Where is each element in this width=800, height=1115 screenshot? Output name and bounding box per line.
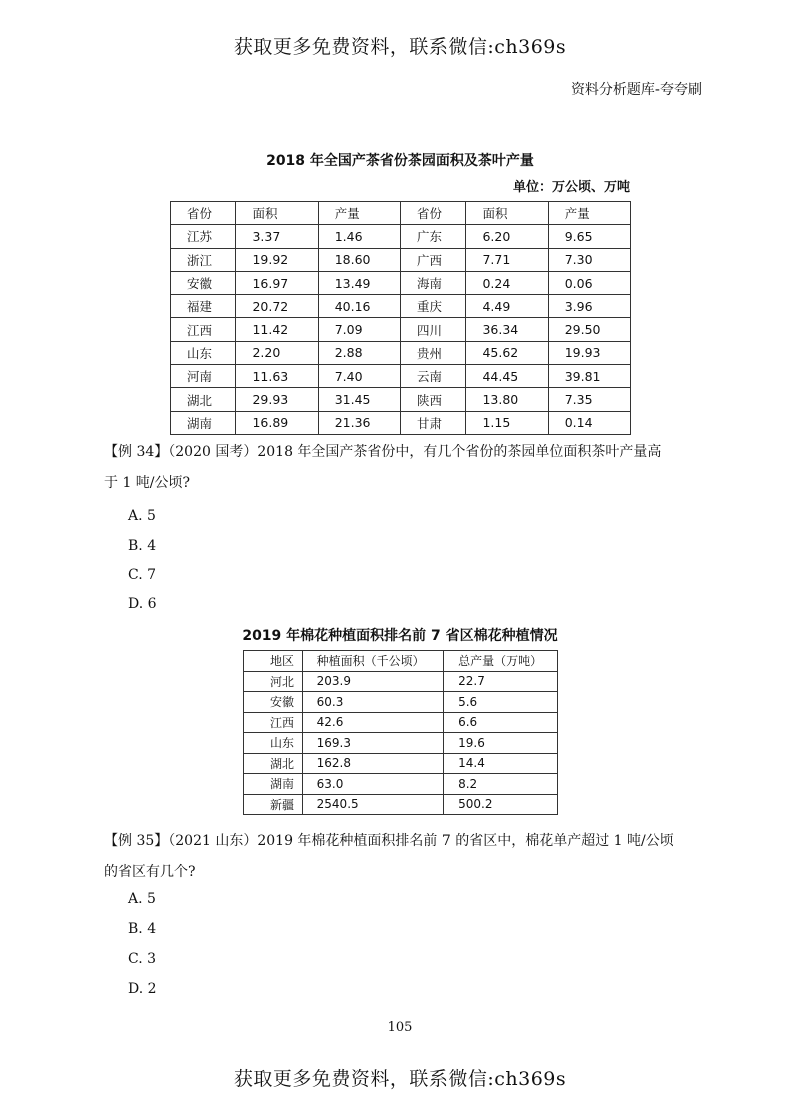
promo-banner-top: 获取更多免费资料，联系微信:ch369s: [233, 36, 567, 58]
table-cell: 新疆: [244, 794, 303, 815]
page-number: 105: [387, 1020, 413, 1035]
table-header-row: [171, 202, 631, 225]
table-row: [171, 248, 631, 271]
table-cell: 2.20: [236, 341, 318, 364]
option-b: B. 4: [128, 538, 157, 554]
table-cell: 169.3: [302, 733, 443, 754]
table-cell: 40.16: [318, 295, 400, 318]
table-row: [244, 774, 558, 795]
table-cell: 7.09: [318, 318, 400, 341]
table-cell: 广东: [400, 225, 465, 248]
table-header-cell: 省份: [400, 202, 465, 225]
table-cell: 湖北: [244, 753, 303, 774]
table-cell: 重庆: [400, 295, 465, 318]
table-header-cell: 总产量（万吨）: [444, 651, 558, 672]
table-cell: 20.72: [236, 295, 318, 318]
table-cell: 湖南: [244, 774, 303, 795]
option-d: D. 2: [128, 981, 157, 997]
table-cell: 6.20: [466, 225, 548, 248]
table-row: [244, 753, 558, 774]
table-cell: 甘肃: [400, 411, 465, 434]
table-cell: 8.2: [444, 774, 558, 795]
table-cell: 浙江: [171, 248, 236, 271]
table-row: [171, 295, 631, 318]
table-cell: 江西: [171, 318, 236, 341]
table-row: [244, 712, 558, 733]
table-header-cell: 地区: [244, 651, 303, 672]
table-cell: 19.93: [548, 341, 630, 364]
table-cell: 31.45: [318, 388, 400, 411]
table-cell: 2.88: [318, 341, 400, 364]
table-cell: 河北: [244, 671, 303, 692]
table-cell: 7.35: [548, 388, 630, 411]
table-row: [171, 271, 631, 294]
option-d: D. 6: [128, 596, 157, 612]
table-cell: 江西: [244, 712, 303, 733]
table-header-cell: 省份: [171, 202, 236, 225]
table-cell: 云南: [400, 365, 465, 388]
table-cell: 13.80: [466, 388, 548, 411]
table-row: [244, 671, 558, 692]
table2-title: 2019 年棉花种植面积排名前 7 省区棉花种植情况: [242, 628, 558, 644]
table-row: [171, 365, 631, 388]
question-35: [104, 826, 714, 888]
table-cell: 湖北: [171, 388, 236, 411]
table-cell: 29.93: [236, 388, 318, 411]
question-34: [104, 437, 714, 499]
table-cell: 22.7: [444, 671, 558, 692]
option-a: A. 5: [128, 891, 156, 907]
table-cell: 21.36: [318, 411, 400, 434]
table-cell: 4.49: [466, 295, 548, 318]
table-cell: 安徽: [171, 271, 236, 294]
table-cell: 19.92: [236, 248, 318, 271]
table-cell: 7.71: [466, 248, 548, 271]
table-cell: 山东: [171, 341, 236, 364]
table-cell: 安徽: [244, 692, 303, 713]
table-cell: 44.45: [466, 365, 548, 388]
table-cell: 16.97: [236, 271, 318, 294]
table-cell: 18.60: [318, 248, 400, 271]
table-cell: 贵州: [400, 341, 465, 364]
table-cell: 1.46: [318, 225, 400, 248]
table-cell: 2540.5: [302, 794, 443, 815]
option-c: C. 3: [128, 951, 157, 967]
table-cell: 3.37: [236, 225, 318, 248]
option-a: A. 5: [128, 508, 156, 524]
question-text: 的省区有几个?: [104, 864, 196, 880]
table-cell: 海南: [400, 271, 465, 294]
table-cell: 11.42: [236, 318, 318, 341]
cotton-table: [243, 650, 558, 815]
table-cell: 39.81: [548, 365, 630, 388]
tea-table: [170, 201, 631, 435]
table-cell: 500.2: [444, 794, 558, 815]
table-cell: 29.50: [548, 318, 630, 341]
table-header-cell: 面积: [236, 202, 318, 225]
table-cell: 福建: [171, 295, 236, 318]
promo-banner-bottom: 获取更多免费资料，联系微信:ch369s: [233, 1068, 567, 1090]
table-cell: 11.63: [236, 365, 318, 388]
table-cell: 19.6: [444, 733, 558, 754]
table-row: [244, 794, 558, 815]
table-cell: 0.24: [466, 271, 548, 294]
table-cell: 湖南: [171, 411, 236, 434]
table-cell: 60.3: [302, 692, 443, 713]
table-cell: 9.65: [548, 225, 630, 248]
table-row: [171, 341, 631, 364]
table-row: [171, 411, 631, 434]
option-c: C. 7: [128, 567, 157, 583]
table-cell: 3.96: [548, 295, 630, 318]
running-header: 资料分析题库-夸夸刷: [570, 82, 702, 98]
table-cell: 6.6: [444, 712, 558, 733]
table-header-cell: 种植面积（千公顷）: [302, 651, 443, 672]
table-cell: 42.6: [302, 712, 443, 733]
table-header-cell: 面积: [466, 202, 548, 225]
table-row: [244, 692, 558, 713]
table-header-row: [244, 651, 558, 672]
table-cell: 13.49: [318, 271, 400, 294]
table1-title: 2018 年全国产茶省份茶园面积及茶叶产量: [266, 153, 534, 169]
option-b: B. 4: [128, 921, 157, 937]
table-row: [171, 388, 631, 411]
table1-unit: 单位：万公顷、万吨: [512, 180, 630, 195]
table-row: [171, 225, 631, 248]
table-cell: 45.62: [466, 341, 548, 364]
table-cell: 162.8: [302, 753, 443, 774]
table-cell: 1.15: [466, 411, 548, 434]
table-row: [171, 318, 631, 341]
table-cell: 河南: [171, 365, 236, 388]
table-header-cell: 产量: [548, 202, 630, 225]
question-text: 【例 34】（2020 国考）2018 年全国产茶省份中，有几个省份的茶园单位面积茶叶产量高: [104, 444, 662, 460]
table-cell: 0.14: [548, 411, 630, 434]
table-cell: 广西: [400, 248, 465, 271]
table-cell: 四川: [400, 318, 465, 341]
table-cell: 江苏: [171, 225, 236, 248]
table-cell: 7.40: [318, 365, 400, 388]
table-cell: 203.9: [302, 671, 443, 692]
table-row: [244, 733, 558, 754]
question-text: 于 1 吨/公顷?: [104, 475, 191, 491]
table-cell: 14.4: [444, 753, 558, 774]
table-cell: 7.30: [548, 248, 630, 271]
table-cell: 5.6: [444, 692, 558, 713]
table-cell: 0.06: [548, 271, 630, 294]
table-cell: 63.0: [302, 774, 443, 795]
table-cell: 山东: [244, 733, 303, 754]
table-cell: 16.89: [236, 411, 318, 434]
table-header-cell: 产量: [318, 202, 400, 225]
question-text: 【例 35】（2021 山东）2019 年棉花种植面积排名前 7 的省区中，棉花单产超过 1 吨/公顷: [104, 833, 674, 849]
table-cell: 陕西: [400, 388, 465, 411]
table-cell: 36.34: [466, 318, 548, 341]
